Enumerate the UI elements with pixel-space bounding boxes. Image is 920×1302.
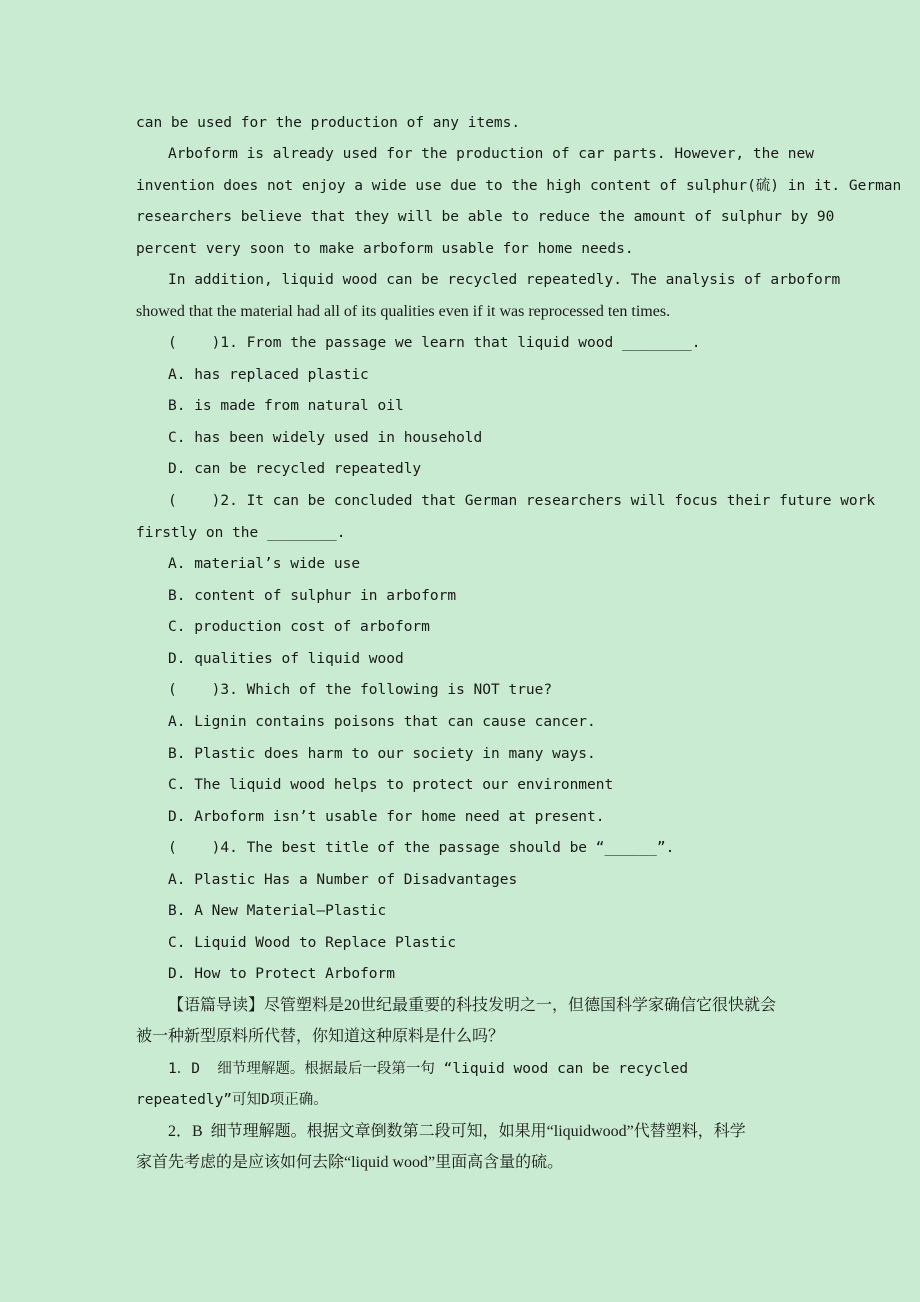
question-stem: ( )3. Which of the following is NOT true?	[168, 682, 553, 698]
answer-explanation: 1．D 细节理解题。根据最后一段第一句 “liquid wood can be recycled	[168, 1061, 689, 1077]
answer-option: B. content of sulphur in arboform	[168, 588, 457, 604]
question-stem: ( )2. It can be concluded that German researchers will focus their future work	[168, 493, 876, 509]
question-stem: firstly on the ________.	[136, 525, 346, 541]
answer-option: A. has replaced plastic	[168, 367, 369, 383]
answer-option: B. is made from natural oil	[168, 398, 404, 414]
answer-option: B. A New Material—Plastic	[168, 903, 387, 919]
answer-option: D. qualities of liquid wood	[168, 651, 404, 667]
passage-line: researchers believe that they will be able to reduce the amount of sulphur by 90	[136, 209, 835, 225]
passage-line: percent very soon to make arboform usable for home needs.	[136, 241, 634, 257]
answer-option: C. has been widely used in household	[168, 430, 483, 446]
passage-line: In addition, liquid wood can be recycled repeatedly. The analysis of arboform	[168, 272, 841, 288]
answer-option: A. material’s wide use	[168, 556, 361, 572]
answer-option: B. Plastic does harm to our society in many ways.	[168, 746, 596, 762]
answer-explanation: 家首先考虑的是应该如何去除“liquid wood”里面高含量的硫。	[136, 1154, 564, 1171]
answer-option: D. can be recycled repeatedly	[168, 461, 422, 477]
answer-option: D. Arboform isn’t usable for home need at present.	[168, 809, 605, 825]
answer-explanation: 2．B 细节理解题。根据文章倒数第二段可知，如果用“liquidwood”代替塑料，科学	[168, 1123, 746, 1140]
passage-guide: 【语篇导读】尽管塑料是20世纪最重要的科技发明之一，但德国科学家确信它很快就会	[168, 997, 777, 1014]
answer-option: C. production cost of arboform	[168, 619, 430, 635]
passage-line: Arboform is already used for the production of car parts. However, the new	[168, 146, 815, 162]
answer-option: A. Plastic Has a Number of Disadvantages	[168, 872, 518, 888]
question-stem: ( )1. From the passage we learn that liquid wood ________.	[168, 335, 701, 351]
passage-guide: 被一种新型原料所代替，你知道这种原料是什么吗？	[136, 1028, 505, 1045]
answer-explanation: repeatedly”可知D项正确。	[136, 1092, 328, 1108]
answer-option: A. Lignin contains poisons that can cause cancer.	[168, 714, 596, 730]
passage-line: showed that the material had all of its qualities even if it was reprocessed ten times.	[136, 303, 671, 320]
answer-option: C. The liquid wood helps to protect our environment	[168, 777, 614, 793]
passage-line: invention does not enjoy a wide use due to the high content of sulphur(硫) in it. German	[136, 178, 902, 194]
passage-line: can be used for the production of any items.	[136, 115, 521, 131]
answer-option: C. Liquid Wood to Replace Plastic	[168, 935, 457, 951]
answer-option: D. How to Protect Arboform	[168, 966, 395, 982]
question-stem: ( )4. The best title of the passage should be “______”.	[168, 840, 675, 856]
